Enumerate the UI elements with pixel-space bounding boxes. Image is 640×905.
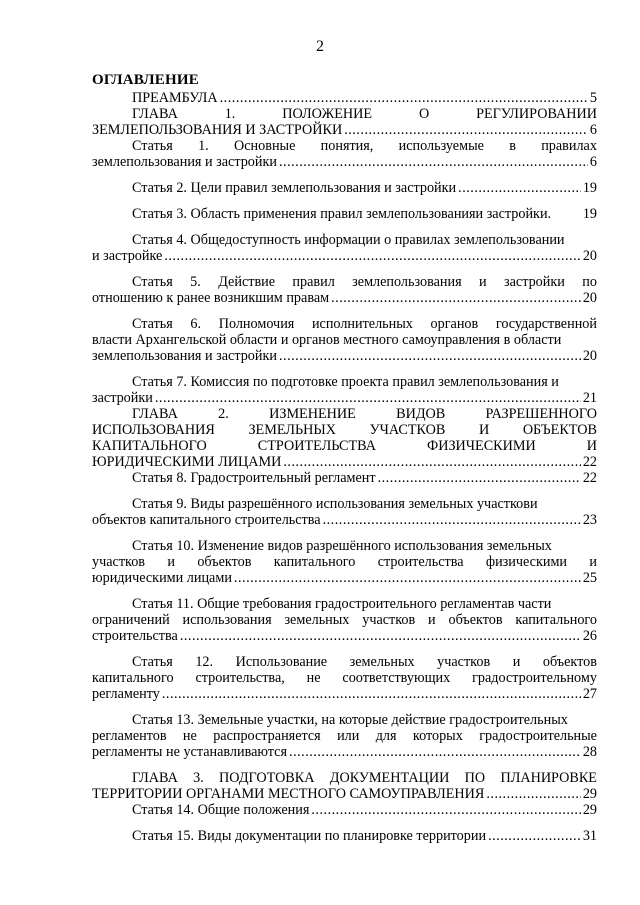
toc-page-number: 20: [582, 248, 597, 264]
toc-entry-title: юридическими лицами: [92, 570, 232, 586]
toc-entry[interactable]: [92, 802, 597, 818]
toc-entry-title: Статья 11. Общие требования градостроительного регламентав части: [132, 596, 552, 612]
toc-word: для: [375, 728, 397, 744]
table-of-contents: [92, 72, 597, 844]
toc-entries: [92, 90, 597, 844]
toc-page-number: 22: [582, 454, 597, 470]
toc-leader-dots: [279, 348, 581, 364]
toc-entry-line: [92, 512, 597, 528]
toc-word: 1.: [224, 106, 236, 122]
toc-entry-line: [92, 496, 597, 512]
toc-entry-title: Статья 2. Цели правил землепользования и застройки: [132, 180, 457, 196]
toc-word: и: [167, 554, 175, 570]
toc-leader-dots: [234, 570, 581, 586]
toc-entry-line: [92, 786, 597, 802]
toc-entry-title: Статья 3. Область применения правил землепользованияи застройки.: [132, 206, 552, 222]
toc-spacer: [92, 760, 597, 770]
toc-spacer: [92, 586, 597, 596]
toc-entry-line: [92, 686, 597, 702]
toc-page-number: 27: [582, 686, 597, 702]
toc-word: и: [428, 612, 436, 628]
toc-page-number: 26: [582, 628, 597, 644]
toc-leader-dots: [283, 454, 580, 470]
toc-word: землепользования: [352, 274, 462, 290]
toc-word: ИСПОЛЬЗОВАНИЯ: [92, 422, 215, 438]
toc-word: УЧАСТКОВ: [369, 422, 446, 438]
toc-entry-title: Статья 14. Общие положения: [132, 802, 310, 818]
toc-word: ГЛАВА: [132, 406, 178, 422]
toc-entry-title: регламенту: [92, 686, 160, 702]
toc-page-number: 29: [582, 786, 597, 802]
toc-word: РЕГУЛИРОВАНИИ: [476, 106, 597, 122]
toc-spacer: [92, 486, 597, 496]
toc-word: И: [478, 422, 490, 438]
toc-entry-title: землепользования и застройки: [92, 154, 277, 170]
toc-entry-title: строительства: [92, 628, 178, 644]
toc-entry-line: [92, 670, 597, 686]
toc-leader-dots: [311, 802, 580, 818]
toc-entry-title: землепользования и застройки: [92, 348, 277, 364]
toc-word: ГЛАВА: [132, 770, 178, 786]
toc-word: физическими: [485, 554, 568, 570]
toc-leader-dots: [279, 154, 588, 170]
toc-entry-line: [92, 422, 597, 438]
toc-entry[interactable]: [92, 374, 597, 406]
toc-entry-line: [92, 438, 597, 454]
toc-leader-dots: [289, 744, 581, 760]
toc-entry-line: [92, 712, 597, 728]
toc-page-number: 19: [582, 206, 597, 222]
toc-word: ПОЛОЖЕНИЕ: [282, 106, 373, 122]
toc-word: ИЗМЕНЕНИЕ: [269, 406, 356, 422]
toc-entry[interactable]: [92, 712, 597, 760]
toc-word: ограничений: [92, 612, 170, 628]
toc-word: правил: [292, 274, 335, 290]
toc-word: и: [589, 554, 597, 570]
toc-page-number: 29: [582, 802, 597, 818]
toc-entry-line: [92, 770, 597, 786]
toc-word: Использование: [235, 654, 328, 670]
toc-word: распространяется: [213, 728, 321, 744]
toc-page-number: 25: [582, 570, 597, 586]
toc-word: или: [337, 728, 360, 744]
toc-entry[interactable]: [92, 770, 597, 802]
toc-entry-line: [92, 106, 597, 122]
toc-entry-line: [92, 348, 597, 364]
toc-page-number: 28: [582, 744, 597, 760]
toc-entry-line: [92, 554, 597, 570]
toc-leader-dots: [155, 390, 581, 406]
toc-word: 12.: [195, 654, 214, 670]
toc-entry[interactable]: [92, 138, 597, 170]
toc-word: ПО: [464, 770, 486, 786]
toc-entry-line: [92, 290, 597, 306]
toc-entry-title: регламенты не устанавливаются: [92, 744, 288, 760]
toc-word: О: [418, 106, 430, 122]
toc-leader-dots: [378, 470, 581, 486]
toc-entry-line: [92, 538, 597, 554]
toc-entry-title: Статья 15. Виды документации по планировке территории: [132, 828, 487, 844]
toc-word: участков: [92, 554, 145, 570]
toc-entry-line: [92, 828, 597, 844]
toc-entry-line: [92, 206, 597, 222]
toc-page-number: 23: [582, 512, 597, 528]
toc-entry-line: [92, 138, 597, 154]
toc-word: используемые: [398, 138, 484, 154]
toc-word: участков: [362, 612, 416, 628]
toc-entry-title: Статья 13. Земельные участки, на которые действие градостроительных: [132, 712, 568, 728]
toc-entry-line: [92, 596, 597, 612]
toc-entry-title: застройки: [92, 390, 153, 406]
toc-leader-dots: [323, 512, 581, 528]
toc-page-number: 20: [582, 348, 597, 364]
toc-word: Статья: [132, 138, 173, 154]
toc-entry-line: [92, 122, 597, 138]
toc-heading: ОГЛАВЛЕНИЕ: [92, 72, 199, 88]
toc-word: которых: [412, 728, 463, 744]
toc-word: в: [509, 138, 516, 154]
toc-word: КАПИТАЛЬНОГО: [92, 438, 207, 454]
toc-word: ГЛАВА: [132, 106, 178, 122]
toc-spacer: [92, 196, 597, 206]
toc-entry[interactable]: [92, 538, 597, 586]
toc-word: объектов: [197, 554, 252, 570]
toc-word: и: [512, 654, 521, 670]
toc-word: ДОКУМЕНТАЦИИ: [329, 770, 450, 786]
toc-spacer: [92, 170, 597, 180]
toc-word: строительства,: [195, 670, 285, 686]
toc-word: участков: [437, 654, 491, 670]
toc-entry-line: [92, 90, 597, 106]
toc-page-number: 5: [589, 90, 597, 106]
toc-spacer: [92, 306, 597, 316]
toc-leader-dots: [162, 686, 581, 702]
toc-entry-line: [92, 154, 597, 170]
toc-entry-line: [92, 316, 597, 332]
toc-entry-line: [92, 180, 597, 196]
toc-word: регламентов: [92, 728, 167, 744]
toc-spacer: [92, 364, 597, 374]
toc-spacer: [92, 702, 597, 712]
toc-word: Основные: [234, 138, 296, 154]
toc-word: 6.: [190, 316, 202, 332]
toc-leader-dots: [180, 628, 581, 644]
toc-leader-dots: [458, 180, 581, 196]
toc-word: земельных: [284, 612, 350, 628]
toc-entry[interactable]: [92, 232, 597, 264]
toc-word: по: [582, 274, 597, 290]
toc-entry-title: Статья 9. Виды разрешённого использования земельных участкови: [132, 496, 538, 512]
toc-entry-line: [92, 406, 597, 422]
toc-entry-line: [92, 570, 597, 586]
toc-spacer: [92, 264, 597, 274]
toc-word: соответствующих: [342, 670, 451, 686]
toc-spacer: [92, 528, 597, 538]
toc-page-number: 20: [582, 290, 597, 306]
toc-entry[interactable]: [92, 406, 597, 470]
toc-entry-title: Статья 4. Общедоступность информации о правилах землепользовании: [132, 232, 565, 248]
toc-word: ФИЗИЧЕСКИМИ: [427, 438, 536, 454]
toc-word: 5.: [190, 274, 201, 290]
toc-word: ЗЕМЕЛЬНЫХ: [248, 422, 336, 438]
toc-word: 3.: [193, 770, 204, 786]
toc-entry-line: [92, 802, 597, 818]
toc-word: градостроительному: [472, 670, 597, 686]
toc-word: строительства: [377, 554, 464, 570]
toc-entry-title: ТЕРРИТОРИИ ОРГАНАМИ МЕСТНОГО САМОУПРАВЛЕНИЯ: [92, 786, 485, 802]
toc-entry-line: [92, 390, 597, 406]
toc-entry[interactable]: [92, 828, 597, 844]
toc-entry[interactable]: [92, 470, 597, 486]
toc-word: ВИДОВ: [396, 406, 446, 422]
toc-word: объектов: [448, 612, 503, 628]
toc-word: органов: [430, 316, 479, 332]
toc-word: Статья: [132, 274, 173, 290]
toc-spacer: [92, 644, 597, 654]
toc-word: капитального: [515, 612, 597, 628]
toc-word: земельных: [349, 654, 415, 670]
toc-entry-line: [92, 454, 597, 470]
toc-entry-title: ПРЕАМБУЛА: [132, 90, 218, 106]
toc-entry-title: ЗЕМЛЕПОЛЬЗОВАНИЯ И ЗАСТРОЙКИ: [92, 122, 343, 138]
toc-entry[interactable]: [92, 90, 597, 106]
toc-entry[interactable]: [92, 106, 597, 138]
toc-word: понятия,: [320, 138, 374, 154]
toc-word: застройки: [504, 274, 565, 290]
toc-entry-line: [92, 654, 597, 670]
toc-entry[interactable]: [92, 654, 597, 702]
toc-page-number: 22: [582, 470, 597, 486]
toc-spacer: [92, 818, 597, 828]
toc-entry-title: и застройке: [92, 248, 163, 264]
toc-entry-title: Статья 7. Комиссия по подготовке проекта правил землепользования и: [132, 374, 559, 390]
toc-entry-line: [92, 744, 597, 760]
toc-leader-dots: [488, 828, 581, 844]
toc-word: ПОДГОТОВКА: [219, 770, 315, 786]
page-number: 2: [316, 38, 324, 55]
toc-page-number: 6: [589, 154, 597, 170]
toc-entry-title: власти Архангельской области и органов местного самоуправления в области: [92, 332, 562, 348]
toc-entry-title: ЮРИДИЧЕСКИМИ ЛИЦАМИ: [92, 454, 282, 470]
toc-word: Статья: [132, 654, 173, 670]
toc-spacer: [92, 222, 597, 232]
toc-entry-title: Статья 8. Градостроительный регламент: [132, 470, 376, 486]
toc-entry-title: Статья 10. Изменение видов разрешённого использования земельных: [132, 538, 552, 554]
toc-entry-line: [92, 274, 597, 290]
toc-entry-line: [92, 248, 597, 264]
toc-word: исполнительных: [311, 316, 413, 332]
toc-word: 1.: [198, 138, 209, 154]
toc-entry-line: [92, 628, 597, 644]
toc-word: ОБЪЕКТОВ: [522, 422, 597, 438]
toc-word: градостроительные: [479, 728, 597, 744]
toc-leader-dots: [331, 290, 581, 306]
toc-entry[interactable]: [92, 316, 597, 364]
toc-page-number: 21: [582, 390, 597, 406]
toc-entry-line: [92, 332, 597, 348]
toc-word: и: [479, 274, 487, 290]
toc-page-number: 6: [589, 122, 597, 138]
toc-entry[interactable]: [92, 180, 597, 196]
toc-entry[interactable]: [92, 206, 597, 222]
toc-leader-dots: [486, 786, 580, 802]
toc-word: не: [182, 728, 197, 744]
toc-entry-line: [92, 374, 597, 390]
toc-word: И: [586, 438, 597, 454]
toc-entry-line: [92, 612, 597, 628]
toc-leader-dots: [344, 122, 588, 138]
toc-entry-line: [92, 728, 597, 744]
toc-word: Действие: [218, 274, 276, 290]
toc-entry-title: отношению к ранее возникшим правам: [92, 290, 330, 306]
toc-word: ПЛАНИРОВКЕ: [500, 770, 597, 786]
toc-page-number: 31: [582, 828, 597, 844]
toc-entry[interactable]: [92, 596, 597, 644]
toc-word: государственной: [495, 316, 597, 332]
toc-entry-line: [92, 470, 597, 486]
toc-word: правилах: [541, 138, 597, 154]
toc-word: Полномочия: [218, 316, 295, 332]
toc-word: использования: [182, 612, 272, 628]
toc-entry[interactable]: [92, 496, 597, 528]
toc-word: РАЗРЕШЕННОГО: [485, 406, 597, 422]
toc-word: Статья: [132, 316, 173, 332]
toc-word: СТРОИТЕЛЬСТВА: [257, 438, 376, 454]
toc-word: объектов: [542, 654, 597, 670]
toc-word: капитального: [273, 554, 356, 570]
toc-entry-title: объектов капитального строительства: [92, 512, 321, 528]
toc-word: капитального: [92, 670, 174, 686]
toc-page-number: 19: [582, 180, 597, 196]
toc-leader-dots: [220, 90, 588, 106]
toc-word: 2.: [218, 406, 229, 422]
toc-leader-dots: [164, 248, 580, 264]
toc-entry[interactable]: [92, 274, 597, 306]
toc-entry-line: [92, 232, 597, 248]
toc-word: не: [306, 670, 321, 686]
